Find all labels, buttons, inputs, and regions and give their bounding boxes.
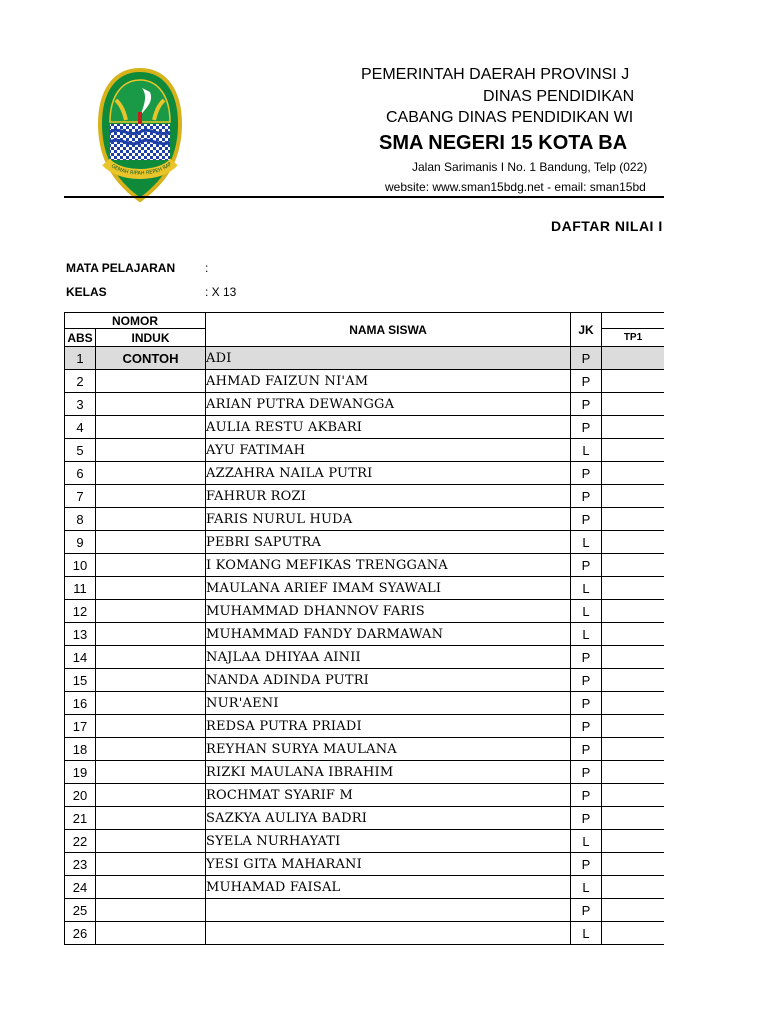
header-line-government: PEMERINTAH DAERAH PROVINSI J <box>361 66 630 83</box>
table-row <box>65 485 695 508</box>
table-row <box>65 370 695 393</box>
induk-cell <box>96 784 206 807</box>
jk-cell: P <box>571 807 602 830</box>
table-row <box>65 577 695 600</box>
tp1-cell <box>602 531 665 554</box>
tp1-cell <box>602 715 665 738</box>
abs-cell: 19 <box>65 761 96 784</box>
jk-cell: L <box>571 922 602 945</box>
abs-cell: 8 <box>65 508 96 531</box>
tp1-cell <box>602 462 665 485</box>
tp1-cell <box>602 807 665 830</box>
tp1-cell <box>602 485 665 508</box>
table-row <box>65 508 695 531</box>
school-address: Jalan Sarimanis I No. 1 Bandung, Telp (022) <box>412 160 648 174</box>
tp1-cell <box>602 738 665 761</box>
jk-cell: P <box>571 761 602 784</box>
grade-table <box>64 312 695 945</box>
table-row <box>65 922 695 945</box>
induk-cell <box>96 692 206 715</box>
nama-cell: I KOMANG MEFIKAS TRENGGANA <box>206 554 571 577</box>
jk-cell: P <box>571 554 602 577</box>
induk-cell <box>96 738 206 761</box>
tp1-cell <box>602 830 665 853</box>
header-divider <box>64 196 664 198</box>
nama-cell: SYELA NURHAYATI <box>206 830 571 853</box>
tp1-cell <box>602 439 665 462</box>
jk-cell: P <box>571 899 602 922</box>
col-jk: JK <box>571 313 602 347</box>
abs-cell: 6 <box>65 462 96 485</box>
abs-cell: 3 <box>65 393 96 416</box>
nama-cell: MAULANA ARIEF IMAM SYAWALI <box>206 577 571 600</box>
jk-cell: L <box>571 830 602 853</box>
induk-cell <box>96 393 206 416</box>
document-title: DAFTAR NILAI I <box>551 218 663 234</box>
induk-cell <box>96 577 206 600</box>
nama-cell: AYU FATIMAH <box>206 439 571 462</box>
table-row <box>65 807 695 830</box>
jk-cell: L <box>571 531 602 554</box>
tp1-cell <box>602 899 665 922</box>
abs-cell: 13 <box>65 623 96 646</box>
nama-cell: ROCHMAT SYARIF M <box>206 784 571 807</box>
induk-cell <box>96 370 206 393</box>
tp1-cell <box>602 554 665 577</box>
jk-cell: P <box>571 692 602 715</box>
abs-cell: 2 <box>65 370 96 393</box>
tp1-cell <box>602 922 665 945</box>
jk-cell: P <box>571 738 602 761</box>
header-line-branch: CABANG DINAS PENDIDIKAN WI <box>386 109 634 126</box>
induk-cell <box>96 853 206 876</box>
induk-cell <box>96 899 206 922</box>
abs-cell: 15 <box>65 669 96 692</box>
jk-cell: P <box>571 462 602 485</box>
induk-cell <box>96 715 206 738</box>
tp1-cell <box>602 416 665 439</box>
abs-cell: 10 <box>65 554 96 577</box>
nama-cell <box>206 899 571 922</box>
page-cut-off <box>664 0 768 1024</box>
induk-cell <box>96 922 206 945</box>
abs-cell: 24 <box>65 876 96 899</box>
nama-cell: REDSA PUTRA PRIADI <box>206 715 571 738</box>
table-row <box>65 738 695 761</box>
table-row <box>65 853 695 876</box>
abs-cell: 1 <box>65 347 96 370</box>
nama-cell: NAJLAA DHIYAA AINII <box>206 646 571 669</box>
nama-cell: AZZAHRA NAILA PUTRI <box>206 462 571 485</box>
jk-cell: P <box>571 370 602 393</box>
abs-cell: 20 <box>65 784 96 807</box>
table-row <box>65 830 695 853</box>
table-row <box>65 439 695 462</box>
jk-cell: L <box>571 876 602 899</box>
abs-cell: 25 <box>65 899 96 922</box>
nama-cell: MUHAMAD FAISAL <box>206 876 571 899</box>
table-row <box>65 761 695 784</box>
table-row <box>65 600 695 623</box>
school-name: SMA NEGERI 15 KOTA BA <box>379 132 628 154</box>
mapel-value: : <box>205 261 209 275</box>
jk-cell: P <box>571 393 602 416</box>
tp1-cell <box>602 784 665 807</box>
induk-cell <box>96 600 206 623</box>
abs-cell: 5 <box>65 439 96 462</box>
col-nama-siswa: NAMA SISWA <box>206 313 571 347</box>
induk-cell <box>96 462 206 485</box>
abs-cell: 18 <box>65 738 96 761</box>
table-row <box>65 416 695 439</box>
induk-cell <box>96 439 206 462</box>
school-website: website: www.sman15bdg.net - email: sman15bd <box>385 180 646 194</box>
nama-cell: AHMAD FAIZUN NI'AM <box>206 370 571 393</box>
nama-cell: PEBRI SAPUTRA <box>206 531 571 554</box>
tp1-cell <box>602 646 665 669</box>
tp1-cell <box>602 692 665 715</box>
table-row <box>65 669 695 692</box>
tp1-cell <box>602 853 665 876</box>
jk-cell: P <box>571 416 602 439</box>
nama-cell: ARIAN PUTRA DEWANGGA <box>206 393 571 416</box>
jk-cell: P <box>571 485 602 508</box>
table-row <box>65 393 695 416</box>
nama-cell: FAHRUR ROZI <box>206 485 571 508</box>
abs-cell: 7 <box>65 485 96 508</box>
abs-cell: 16 <box>65 692 96 715</box>
kelas-label: KELAS <box>66 285 107 299</box>
tp1-cell <box>602 876 665 899</box>
nama-cell: YESI GITA MAHARANI <box>206 853 571 876</box>
nama-cell: MUHAMMAD DHANNOV FARIS <box>206 600 571 623</box>
tp1-cell <box>602 577 665 600</box>
table-row <box>65 876 695 899</box>
jk-cell: L <box>571 623 602 646</box>
abs-cell: 17 <box>65 715 96 738</box>
header-line-department: DINAS PENDIDIKAN <box>483 88 635 105</box>
col-induk: INDUK <box>96 329 206 347</box>
logo-motto-text: GEMAH RIPAH REPEH RAP <box>109 161 174 177</box>
mapel-label: MATA PELAJARAN <box>66 261 176 275</box>
table-row <box>65 784 695 807</box>
table-row <box>65 692 695 715</box>
nama-cell: AULIA RESTU AKBARI <box>206 416 571 439</box>
induk-cell <box>96 554 206 577</box>
kelas-value: : X 13 <box>205 285 237 299</box>
nama-cell <box>206 922 571 945</box>
nama-cell: NANDA ADINDA PUTRI <box>206 669 571 692</box>
tp1-cell <box>602 600 665 623</box>
abs-cell: 14 <box>65 646 96 669</box>
table-row <box>65 462 695 485</box>
table-row <box>65 347 695 370</box>
nama-cell: MUHAMMAD FANDY DARMAWAN <box>206 623 571 646</box>
abs-cell: 21 <box>65 807 96 830</box>
table-row <box>65 899 695 922</box>
col-tp1: TP1 <box>602 329 665 347</box>
table-row <box>65 646 695 669</box>
nama-cell: ADI <box>206 347 571 370</box>
jk-cell: L <box>571 600 602 623</box>
nama-cell: REYHAN SURYA MAULANA <box>206 738 571 761</box>
induk-cell <box>96 623 206 646</box>
induk-cell <box>96 508 206 531</box>
tp1-cell <box>602 393 665 416</box>
nama-cell: NUR'AENI <box>206 692 571 715</box>
induk-cell <box>96 761 206 784</box>
table-row <box>65 715 695 738</box>
tp1-cell <box>602 370 665 393</box>
jk-cell: P <box>571 347 602 370</box>
tp1-cell <box>602 669 665 692</box>
nama-cell: FARIS NURUL HUDA <box>206 508 571 531</box>
induk-cell <box>96 485 206 508</box>
nama-cell: SAZKYA AULIYA BADRI <box>206 807 571 830</box>
induk-cell: CONTOH <box>96 347 206 370</box>
col-abs: ABS <box>65 329 96 347</box>
abs-cell: 11 <box>65 577 96 600</box>
abs-cell: 23 <box>65 853 96 876</box>
jk-cell: P <box>571 784 602 807</box>
jk-cell: P <box>571 669 602 692</box>
tp1-cell <box>602 761 665 784</box>
nama-cell: RIZKI MAULANA IBRAHIM <box>206 761 571 784</box>
jk-cell: P <box>571 853 602 876</box>
table-header-row <box>65 313 695 329</box>
induk-cell <box>96 646 206 669</box>
abs-cell: 26 <box>65 922 96 945</box>
jk-cell: P <box>571 646 602 669</box>
abs-cell: 4 <box>65 416 96 439</box>
induk-cell <box>96 807 206 830</box>
table-row <box>65 554 695 577</box>
induk-cell <box>96 531 206 554</box>
jk-cell: P <box>571 715 602 738</box>
induk-cell <box>96 669 206 692</box>
tp1-cell <box>602 508 665 531</box>
abs-cell: 22 <box>65 830 96 853</box>
jk-cell: L <box>571 577 602 600</box>
jk-cell: P <box>571 508 602 531</box>
table-row <box>65 531 695 554</box>
induk-cell <box>96 876 206 899</box>
abs-cell: 12 <box>65 600 96 623</box>
table-row <box>65 623 695 646</box>
induk-cell <box>96 416 206 439</box>
abs-cell: 9 <box>65 531 96 554</box>
jk-cell: L <box>571 439 602 462</box>
tp1-cell <box>602 347 665 370</box>
tp1-cell <box>602 623 665 646</box>
col-nomor: NOMOR <box>65 313 206 329</box>
induk-cell <box>96 830 206 853</box>
